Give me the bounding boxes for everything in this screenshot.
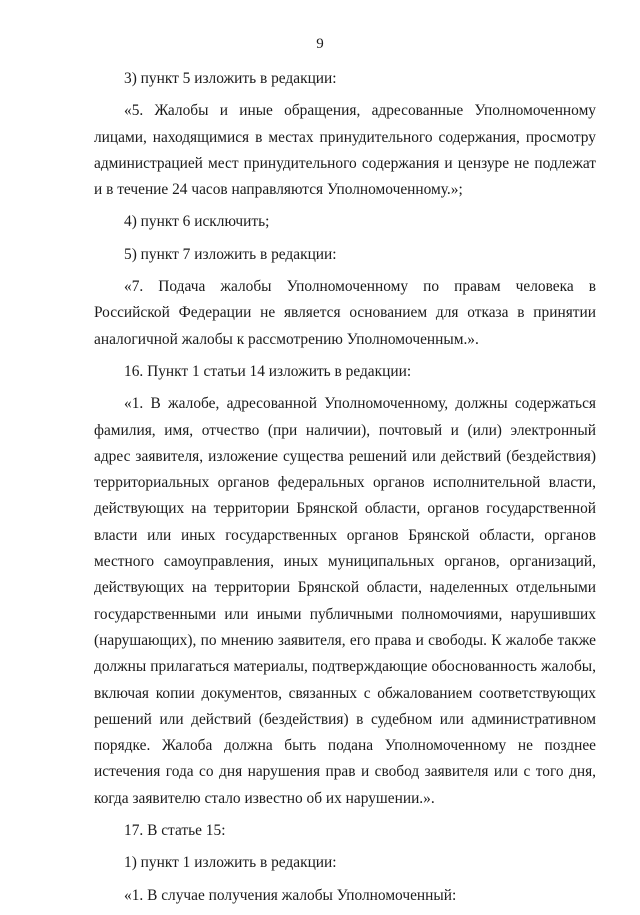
paragraph-quote-1-complaint: «1. В жалобе, адресованной Уполномоченному, должны содержаться фамилия, имя, отчество (при наличии), почтовый и (или) электронный адрес заявителя, изложение существа решений или действий (бездействия) территориальных органов федеральных органов исполнительной власти, действующих на территории Брянской области, органов государственной власти или иных государственных органов Брянской области, органов местного самоуправления, иных муниципальных органов, организаций, действующих на территории Брянской области, наделенных отдельными государственными или иными публичными полномочиями, нарушивших (нарушающих), по мнению заявителя, его права и свободы. К жалобе также должны прилагаться материалы, подтверждающие обоснованность жалобы, включая копии документов, связанных с обжалованием соответствующих решений или действий (бездействия) в судебном или административном порядке. Жалоба должна быть подана Уполномоченному не позднее истечения года со дня нарушения прав и свобод заявителя или с того дня, когда заявителю стало известно об их нарушении.». xyxy=(94,395,596,807)
paragraph-quote-5: «5. Жалобы и иные обращения, адресованные Уполномоченному лицами, находящимися в местах принудительного содержания, просмотру администрацией мест принудительного содержания и цензуре не подлежат и в течение 24 часов направляются Уполномоченному.»; xyxy=(94,102,596,199)
paragraph-item-3: 3) пункт 5 изложить в редакции: xyxy=(124,70,337,87)
paragraph-item-5: 5) пункт 7 изложить в редакции: xyxy=(124,245,337,263)
paragraph-section-16: 16. Пункт 1 статьи 14 изложить в редакции: xyxy=(124,362,412,380)
paragraph-quote-7: «7. Подача жалобы Уполномоченному по правам человека в Российской Федерации не является основанием для отказа в принятии аналогичной жалобы к рассмотрению Уполномоченным.». xyxy=(94,278,596,348)
paragraph-item-1: 1) пункт 1 изложить в редакции: xyxy=(124,854,337,872)
paragraph-section-17: 17. В статье 15: xyxy=(124,822,226,840)
paragraph-item-4: 4) пункт 6 исключить; xyxy=(124,213,270,231)
document-body xyxy=(94,66,596,915)
page-number: 9 xyxy=(316,36,324,52)
paragraph-quote-1-receipt: «1. В случае получения жалобы Уполномоченный: xyxy=(124,886,457,904)
